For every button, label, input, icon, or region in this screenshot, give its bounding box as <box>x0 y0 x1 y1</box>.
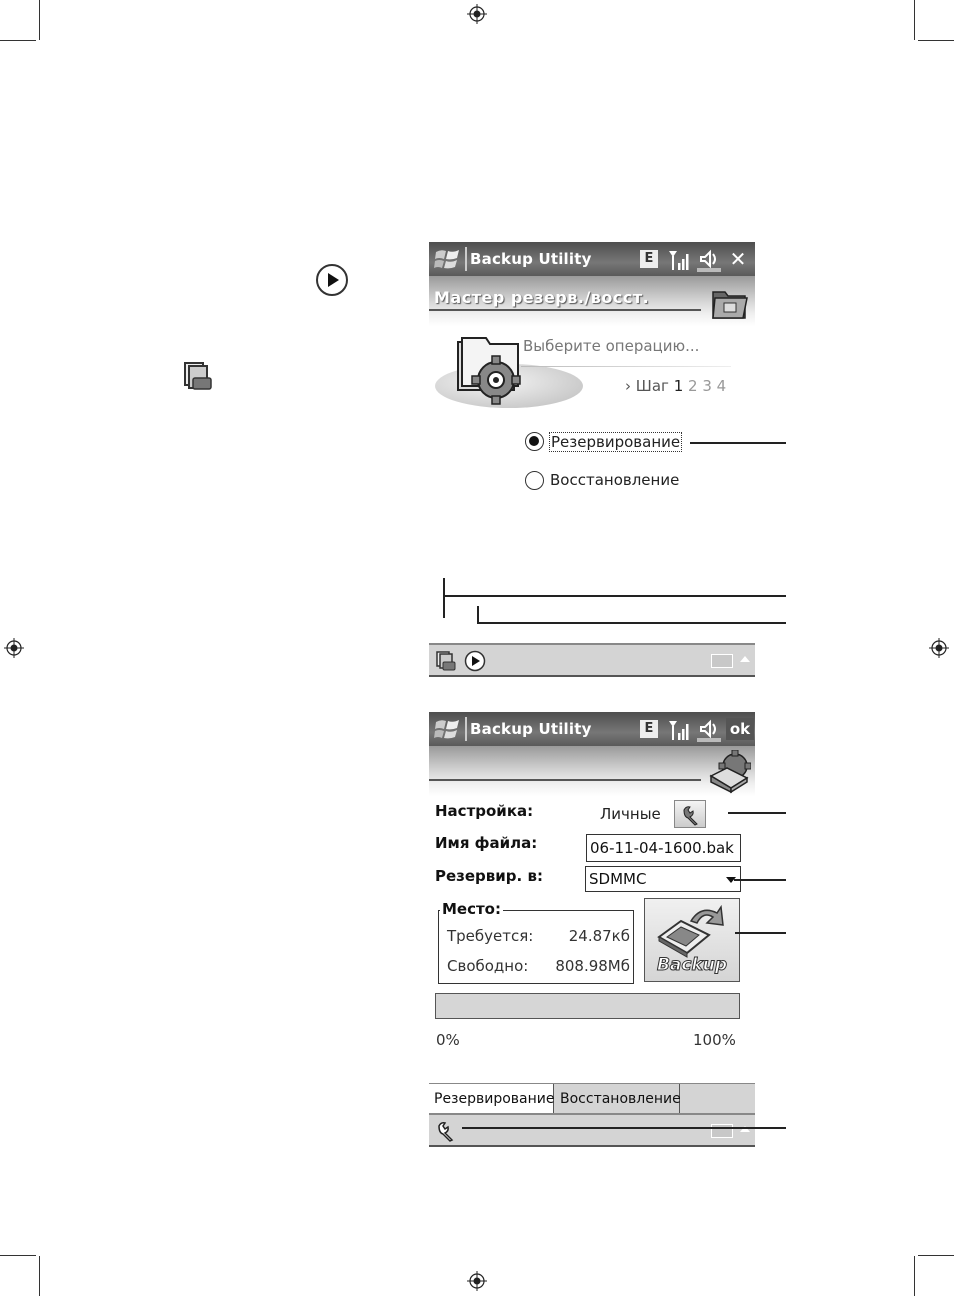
registration-mark-icon <box>929 638 949 658</box>
banner-divider <box>429 309 701 311</box>
close-icon[interactable]: ✕ <box>729 247 747 271</box>
registration-mark-icon <box>467 4 487 24</box>
folder-icon <box>707 280 751 324</box>
step-current: 1 <box>673 377 684 395</box>
crop-mark <box>918 1255 954 1256</box>
callout-line <box>477 622 786 624</box>
network-e-badge[interactable]: E <box>640 720 658 738</box>
operation-prompt: Выберите операцию... <box>523 337 700 355</box>
crop-mark <box>914 1256 915 1296</box>
radio-backup[interactable] <box>525 432 544 451</box>
progress-max-label: 100% <box>693 1031 736 1049</box>
arrow-up-icon[interactable] <box>740 656 750 662</box>
settings-label: Настройка: <box>435 802 534 820</box>
backup-to-select[interactable] <box>585 866 741 892</box>
backup-device-icon <box>651 903 733 959</box>
radio-restore-label[interactable]: Восстановление <box>550 471 680 489</box>
step-arrow-icon: › <box>625 377 631 395</box>
keyboard-icon[interactable] <box>711 654 733 668</box>
banner-title: Мастер резерв./восст. <box>434 288 650 307</box>
callout-line <box>443 578 445 618</box>
network-e-badge[interactable]: E <box>640 250 658 268</box>
window-title: Backup Utility <box>470 720 592 738</box>
step-indicator <box>625 377 726 395</box>
backup-screen <box>429 712 755 1149</box>
callout-line <box>728 812 786 814</box>
title-bar <box>429 242 755 276</box>
space-legend: Место: <box>442 900 501 918</box>
bottom-menu-bar <box>429 1113 755 1147</box>
filename-input[interactable]: 06-11-04-1600.bak <box>586 834 741 862</box>
callout-line <box>462 1127 786 1129</box>
play-icon <box>315 263 349 297</box>
signal-strength-icon[interactable] <box>667 718 691 742</box>
backup-button[interactable] <box>644 898 740 982</box>
progress-min-label: 0% <box>436 1031 460 1049</box>
crop-mark <box>0 1255 36 1256</box>
crop-mark <box>914 0 915 40</box>
crop-mark <box>39 0 40 40</box>
backup-book-gear-icon <box>707 750 751 794</box>
free-value: 808.98Мб <box>555 957 630 975</box>
crop-mark <box>0 40 36 41</box>
progress-bar <box>435 993 740 1019</box>
callout-line <box>734 879 786 881</box>
radio-backup-label[interactable]: Резервирование <box>551 433 681 451</box>
wizard-banner <box>429 276 755 326</box>
ok-button[interactable]: ok <box>726 718 754 740</box>
backup-to-label: Резервир. в: <box>435 867 543 885</box>
windows-start-icon[interactable] <box>433 247 463 271</box>
callout-line <box>443 595 786 597</box>
volume-icon[interactable] <box>695 247 723 273</box>
settings-gear-icon <box>454 334 526 406</box>
backup-banner <box>429 746 755 796</box>
step-label: Шаг <box>635 377 669 395</box>
wrench-icon <box>680 804 702 826</box>
registration-mark-icon <box>4 638 24 658</box>
free-label: Свободно: <box>447 957 529 975</box>
title-bar <box>429 712 755 746</box>
settings-button[interactable] <box>674 800 706 828</box>
window-title: Backup Utility <box>470 250 592 268</box>
wrench-icon[interactable] <box>435 1120 457 1142</box>
backup-to-value: SDMMC <box>589 870 647 888</box>
backup-button-label: Backup <box>656 955 728 975</box>
banner-divider <box>429 779 701 781</box>
registration-mark-icon <box>467 1271 487 1291</box>
settings-value: Личные <box>600 805 661 823</box>
volume-icon[interactable] <box>695 717 723 743</box>
backup-app-icon <box>182 360 214 392</box>
prompt-divider <box>521 366 731 367</box>
radio-restore[interactable] <box>525 471 544 490</box>
tab-backup[interactable]: Резервирование <box>429 1084 554 1114</box>
signal-strength-icon[interactable] <box>667 248 691 272</box>
title-separator <box>465 717 467 741</box>
tab-restore[interactable]: Восстановление <box>555 1084 680 1114</box>
bottom-menu-bar <box>429 643 755 677</box>
windows-start-icon[interactable] <box>433 717 463 741</box>
callout-line <box>735 932 786 934</box>
required-value: 24.87кб <box>568 927 630 945</box>
tab-strip <box>429 1083 755 1113</box>
required-label: Требуется: <box>447 927 534 945</box>
filename-label: Имя файла: <box>435 834 538 852</box>
callout-line <box>690 442 786 444</box>
step-others: 2 3 4 <box>688 377 727 395</box>
crop-mark <box>918 40 954 41</box>
backup-app-icon[interactable] <box>435 650 457 672</box>
crop-mark <box>39 1256 40 1296</box>
callout-line <box>477 606 479 623</box>
title-separator <box>465 247 467 271</box>
next-play-icon[interactable] <box>464 650 486 672</box>
